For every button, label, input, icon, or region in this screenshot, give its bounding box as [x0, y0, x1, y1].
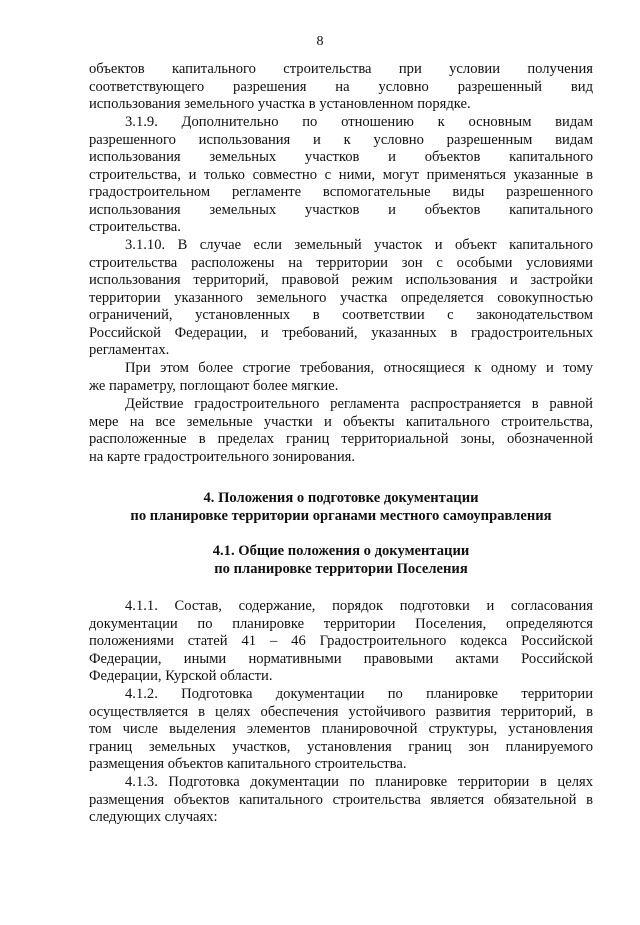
text-line: размещения объектов капитального строительства является обязательной в: [89, 791, 593, 808]
text-line: регламентах.: [89, 342, 170, 358]
text-line: строительства расположены на территории зон с особыми условиями: [89, 254, 593, 271]
text-line: разрешенного использования и к условно разрешенным видам: [89, 131, 593, 148]
text-line: документации по планировке территории Поселения, определяются: [89, 615, 593, 632]
text-line: 3.1.9. Дополнительно по отношению к основным видам: [125, 114, 593, 130]
text-line: мере на все земельные участки и объекты капитального строительства,: [89, 413, 593, 430]
paragraph-4-1-2: [89, 686, 593, 774]
text-line: строительства, и только совместно с ними, могут применяться указанные в: [89, 166, 593, 183]
heading-line: 4. Положения о подготовке документации: [203, 490, 479, 506]
text-line: Российской Федерации, и требований, указанных в градостроительных: [89, 324, 593, 341]
text-line: 4.1.1. Состав, содержание, порядок подготовки и согласования: [125, 598, 593, 614]
text-line: При этом более строгие требования, относящиеся к одному и тому: [125, 360, 593, 376]
text-line: ограничений, установленных в соответствии с законодательством: [89, 307, 593, 323]
text-line: объектов капитального строительства при условии получения: [89, 61, 593, 77]
paragraph-4-1-3: [89, 774, 593, 827]
paragraph-regulation-scope: [89, 396, 593, 466]
paragraph-stricter-requirements: [89, 360, 593, 395]
text-line: территории указанного земельного участка определяется совокупностью: [89, 289, 593, 306]
text-line: расположенные в пределах границ территориальной зоны, обозначенной: [89, 431, 593, 447]
text-line: же параметру, поглощают более мягкие.: [89, 377, 339, 394]
text-line: 4.1.3. Подготовка документации по планировке территории в целях: [125, 774, 593, 790]
subsection-heading: [89, 543, 593, 578]
text-line: Действие градостроительного регламента распространяется в равной: [125, 396, 593, 412]
page-number: 8: [316, 34, 324, 49]
text-line: 3.1.10. В случае если земельный участок и объект капитального: [125, 237, 593, 253]
paragraph-3-1-9: [89, 114, 593, 237]
text-line: границ земельных участков, установления границ зон планируемого: [89, 738, 593, 755]
text-line: Федерации, Курской области.: [89, 668, 273, 684]
text-line: размещения объектов капитального строительства.: [89, 756, 407, 772]
paragraph-continuation: [89, 61, 593, 114]
text-line: следующих случаях:: [89, 809, 218, 825]
text-line: положениями статей 41 – 46 Градостроительного кодекса Российской: [89, 633, 593, 649]
text-line: на карте градостроительного зонирования.: [89, 448, 355, 465]
text-line: использования земельного участка в установленном порядке.: [89, 96, 471, 112]
text-line: использования земельных участков и объектов капитального: [89, 149, 593, 165]
text-line: осуществляется в целях обеспечения устойчивого развития территорий, в: [89, 703, 593, 720]
text-line: использования земельных участков и объектов капитального: [89, 201, 593, 218]
text-line: использования территорий, правовой режим использования и застройки: [89, 272, 593, 288]
text-line: том числе выделения элементов планировочной структуры, установления: [89, 721, 593, 737]
text-line: Федерации, иными нормативными правовыми актами Российской: [89, 650, 593, 667]
text-line: строительства.: [89, 219, 181, 235]
heading-line: 4.1. Общие положения о документации: [212, 543, 470, 559]
section-heading: [89, 490, 593, 525]
text-line: соответствующего разрешения на условно разрешенный вид: [89, 78, 593, 95]
text-line: 4.1.2. Подготовка документации по планировке территории: [125, 686, 593, 702]
paragraph-3-1-10: [89, 237, 593, 360]
heading-line: по планировке территории органами местного самоуправления: [130, 507, 552, 524]
text-line: градостроительном регламенте вспомогательные виды разрешенного: [89, 184, 593, 200]
paragraph-4-1-1: [89, 598, 593, 686]
heading-line: по планировке территории Поселения: [214, 560, 468, 577]
